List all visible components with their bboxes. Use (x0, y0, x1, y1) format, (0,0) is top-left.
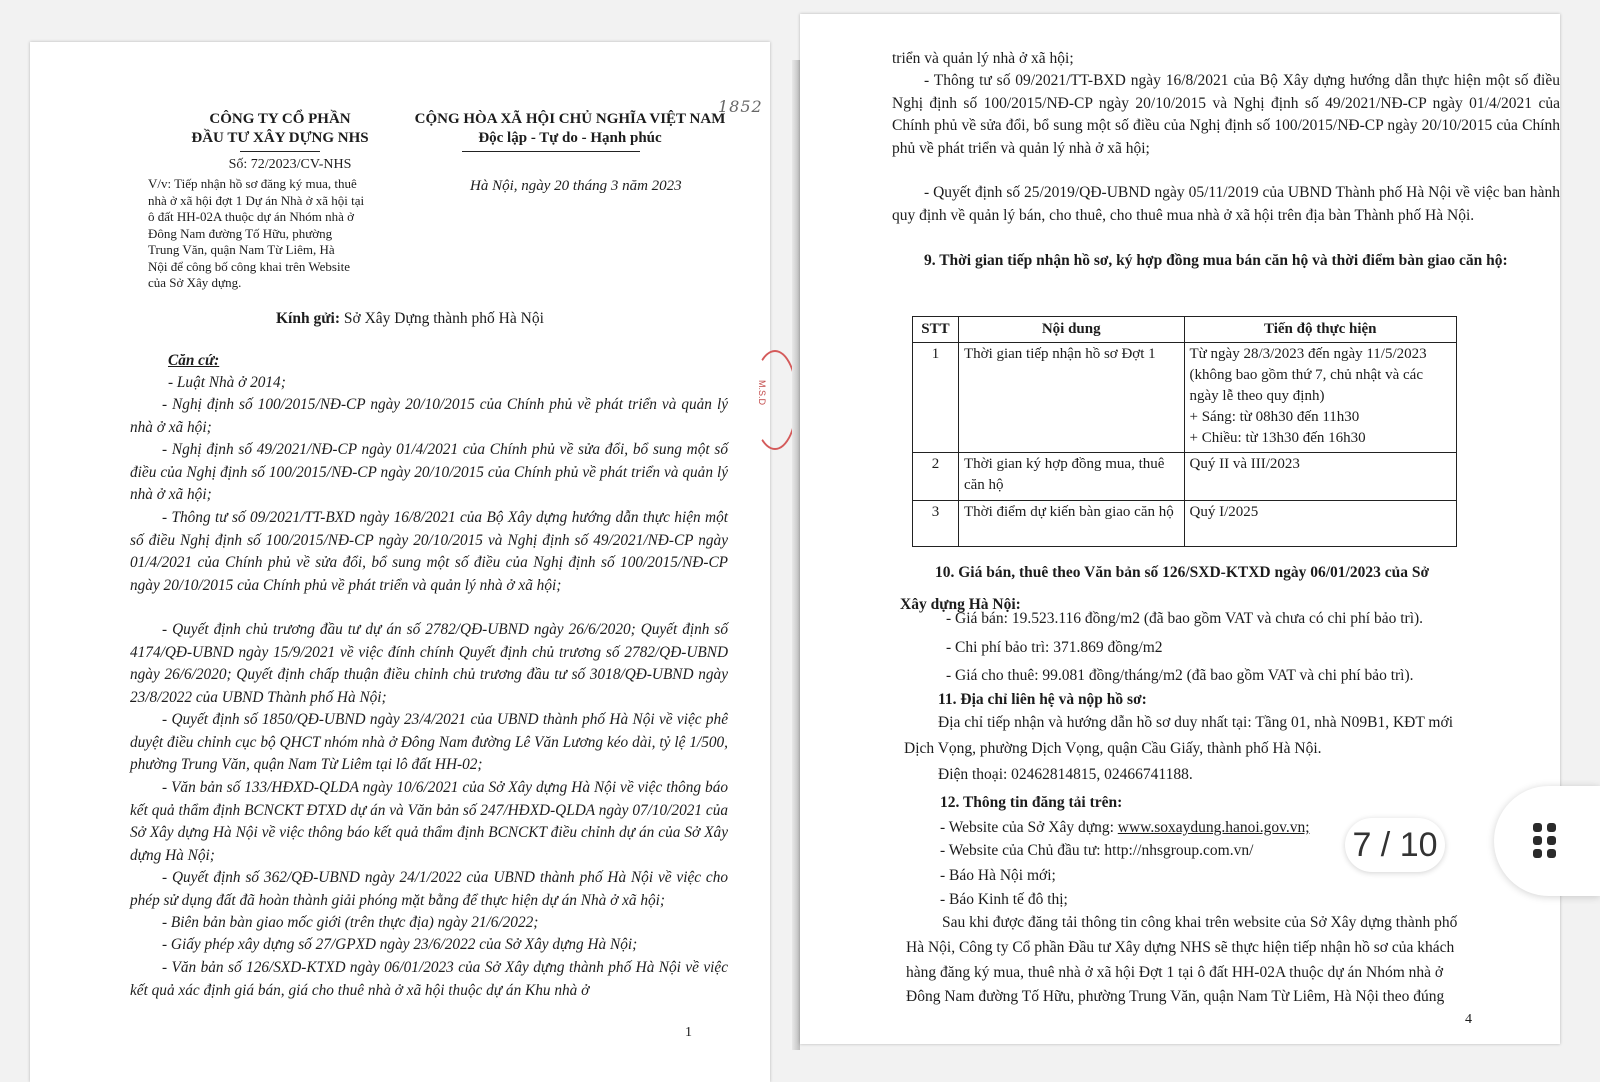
subject-line: Đông Nam đường Tố Hữu, phường (148, 225, 333, 241)
document-number: Số: 72/2023/CV-NHS (228, 157, 352, 172)
table-row (913, 343, 1457, 453)
price-maintenance: - Chi phí bảo trì: 371.869 đồng/m2 (946, 639, 1163, 656)
table-cell-progress: Quý II và III/2023 (1184, 453, 1457, 501)
ministry-website-link[interactable]: www.soxaydung.hanoi.gov.vn; (1117, 819, 1310, 836)
recipient-name: Sở Xây Dựng thành phố Hà Nội (340, 310, 544, 327)
publication-item: - Website của Chủ đầu tư: http://nhsgroup.com.vn/ (940, 842, 1254, 859)
section-11-heading: 11. Địa chỉ liên hệ và nộp hồ sơ: (938, 691, 1147, 708)
company-underline (240, 151, 320, 152)
closing-line: Sau khi được đăng tải thông tin công khai trên website của Sở Xây dựng thành phố (942, 914, 1458, 931)
subject-line: Trung Văn, quận Nam Từ Liêm, Hà (148, 242, 335, 257)
publication-label: - Website của Sở Xây dựng: (940, 819, 1118, 836)
basis-item: - Quyết định số 1850/QĐ-UBND ngày 23/4/2021 của UBND thành phố Hà Nội về việc phê duyệt điều chỉnh cục bộ QHCT nhóm nhà ở Đông Nam đường Lê Văn Lương kéo dài, tỷ lệ 1/500, phường Trung Văn, quận Nam Từ Liêm tại lô đất HH-02; (130, 711, 728, 773)
section-10-heading: 10. Giá bán, thuê theo Văn bản số 126/SXD-KTXD ngày 06/01/2023 của Sở (935, 564, 1430, 581)
page-number: 1 (685, 1025, 692, 1040)
basis-item: - Quyết định chủ trương đầu tư dự án số 2782/QĐ-UBND ngày 26/6/2020; Quyết định số 4174/QĐ-UBND ngày 15/9/2021 về việc đính chính Quyết định chủ trương số 2782/QĐ-UBND ngày 26/6/2020; Quyết định chấp thuận điều chỉnh chủ trương đầu tư số 3018/QĐ-UBND ngày 23/8/2022 của UBND Thành phố Hà Nội; (130, 621, 728, 706)
document-page-right (800, 14, 1560, 1044)
motto-underline (462, 151, 640, 152)
table-cell-progress (1184, 343, 1457, 453)
basis-paragraph: - Quyết định số 25/2019/QĐ-UBND ngày 05/11/2019 của UBND Thành phố Hà Nội về việc ban hành quy định về quản lý bán, cho thuê, cho thuê mua nhà ở xã hội trên địa bàn Thành phố Hà Nội. (892, 184, 1560, 224)
continuation-line: triển và quản lý nhà ở xã hội; (892, 50, 1074, 67)
table-row (913, 453, 1457, 501)
page-grid-button[interactable] (1494, 786, 1600, 896)
publication-item: - Báo Kinh tế đô thị; (940, 891, 1068, 908)
handwritten-mark: 1852 (718, 97, 763, 116)
basis-item: - Văn bản số 126/SXD-KTXD ngày 06/01/2023 của Sở Xây dựng thành phố Hà Nội về việc kết quả xác định giá bán, giá cho thuê nhà ở xã hội thuộc dự án Khu nhà ở (130, 959, 728, 999)
table-header: Nội dung (958, 317, 1184, 343)
basis-item: - Văn bản số 133/HĐXD-QLDA ngày 10/6/2021 của Sở Xây dựng Hà Nội về việc thông báo kết quả thẩm định BCNCKT ĐTXD dự án và Văn bản số 247/HĐXD-QLDA ngày 07/10/2021 của Sở Xây dựng Hà Nội về việc thông báo kết quả thẩm định BCNCKT điều chỉnh dự án của Sở Xây dựng Hà Nội; (130, 779, 728, 864)
address-line: Địa chỉ tiếp nhận và hướng dẫn hồ sơ duy nhất tại: Tầng 01, nhà N09B1, KĐT mới (938, 714, 1453, 731)
subject-line: V/v: Tiếp nhận hồ sơ đăng ký mua, thuê (148, 176, 357, 191)
subject-line: ô đất HH-02A thuộc dự án Nhóm nhà ở (148, 209, 355, 224)
subject-block (148, 176, 408, 292)
progress-line: + Chiều: từ 13h30 đến 16h30 (1189, 430, 1366, 446)
table-cell-content: Thời gian ký hợp đồng mua, thuê căn hộ (958, 453, 1184, 501)
table-cell-progress: Quý I/2025 (1184, 501, 1457, 547)
recipient-label: Kính gửi: (276, 310, 340, 327)
recipient-line (276, 310, 544, 328)
price-sale: - Giá bán: 19.523.116 đồng/m2 (đã bao gồm VAT và chưa có chi phí bảo trì). (946, 610, 1424, 627)
closing-line: Hà Nội, Công ty Cổ phần Đầu tư Xây dựng NHS sẽ thực hiện tiếp nhận hồ sơ của khách (906, 939, 1455, 956)
basis-item: - Nghị định số 49/2021/NĐ-CP ngày 01/4/2021 của Chính phủ về sửa đổi, bổ sung một số điều của Nghị định số 100/2015/NĐ-CP ngày 20/10/2015 của Chính phủ về phát triển và quản lý nhà ở xã hội; (130, 441, 728, 503)
section-10-heading-cont: Xây dựng Hà Nội: (900, 596, 1021, 613)
table-cell-content: Thời điểm dự kiến bàn giao căn hộ (958, 501, 1184, 547)
closing-line: hàng đăng ký mua, thuê nhà ở xã hội Đợt 1 tại ô đất HH-02A thuộc dự án Nhóm nhà ở (906, 964, 1444, 981)
page-number: 4 (1465, 1012, 1472, 1027)
address-line: Dịch Vọng, phường Dịch Vọng, quận Cầu Giấy, thành phố Hà Nội. (904, 740, 1322, 757)
basis-item: - Giấy phép xây dựng số 27/GPXD ngày 23/6/2022 của Sở Xây dựng Hà Nội; (162, 936, 638, 953)
phone-line: Điện thoại: 02462814815, 02466741188. (938, 766, 1193, 783)
national-motto: Độc lập - Tự do - Hạnh phúc (478, 130, 662, 146)
basis-item: - Biên bản bàn giao mốc giới (trên thực địa) ngày 21/6/2022; (162, 914, 539, 931)
price-rent: - Giá cho thuê: 99.081 đồng/tháng/m2 (đã bao gồm VAT và chi phí bảo trì). (946, 667, 1414, 684)
progress-line: Từ ngày 28/3/2023 đến ngày 11/5/2023 (1189, 346, 1427, 362)
table-header-row (913, 317, 1457, 343)
stamp-text: M.S.D (757, 380, 767, 406)
subject-line: nhà ở xã hội đợt 1 Dự án Nhà ở xã hội tại (148, 192, 365, 208)
subject-line: Nội để công bố công khai trên Website (148, 258, 350, 274)
section-12-heading: 12. Thông tin đăng tải trên: (940, 794, 1123, 811)
page-binding-edge (792, 60, 800, 1050)
national-title: CỘNG HÒA XÃ HỘI CHỦ NGHĨA VIỆT NAM (414, 111, 726, 127)
progress-line: ngày lễ theo quy định) (1189, 388, 1325, 404)
basis-heading: Căn cứ: (168, 352, 220, 369)
publication-item (940, 817, 1310, 840)
basis-item: - Nghị định số 100/2015/NĐ-CP ngày 20/10/2015 của Chính phủ về phát triển và quản lý nhà ở xã hội; (130, 396, 728, 436)
schedule-table (912, 316, 1457, 547)
publication-item: - Báo Hà Nội mới; (940, 867, 1056, 884)
section-9-heading: 9. Thời gian tiếp nhận hồ sơ, ký hợp đồng mua bán căn hộ và thời điểm bàn giao căn hộ: (924, 252, 1508, 269)
table-cell-stt: 3 (913, 501, 959, 547)
progress-line: (không bao gồm thứ 7, chủ nhật và các (1189, 367, 1423, 383)
closing-line: Đông Nam đường Tố Hữu, phường Trung Văn, quận Nam Từ Liêm, Hà Nội theo đúng (906, 988, 1445, 1005)
company-name-line2: ĐẦU TƯ XÂY DỰNG NHS (191, 130, 369, 146)
table-header: STT (913, 317, 959, 343)
progress-line: + Sáng: từ 08h30 đến 11h30 (1189, 409, 1360, 425)
subject-line: của Sở Xây dựng. (148, 275, 242, 290)
company-name-line1: CÔNG TY CỔ PHẦN (209, 111, 351, 127)
document-page-left (30, 42, 770, 1082)
table-cell-stt: 2 (913, 453, 959, 501)
page-counter: 7 / 10 (1345, 818, 1445, 872)
table-cell-content: Thời gian tiếp nhận hồ sơ Đợt 1 (958, 343, 1184, 453)
document-date: Hà Nội, ngày 20 tháng 3 năm 2023 (470, 178, 682, 194)
basis-item: - Luật Nhà ở 2014; (168, 374, 286, 391)
basis-item: - Thông tư số 09/2021/TT-BXD ngày 16/8/2021 của Bộ Xây dựng hướng dẫn thực hiện một số điều Nghị định số 100/2015/NĐ-CP ngày 20/10/2015 và Nghị định số 49/2021/NĐ-CP ngày 01/4/2021 của Chính phủ về sửa đổi, bổ sung một số điều của Nghị định số 100/2015/NĐ-CP ngày 20/10/2015 của Chính phủ về phát triển và quản lý nhà ở xã hội; (130, 509, 728, 594)
table-row (913, 501, 1457, 547)
basis-paragraph: - Thông tư số 09/2021/TT-BXD ngày 16/8/2021 của Bộ Xây dựng hướng dẫn thực hiện một số điều Nghị định số 100/2015/NĐ-CP ngày 20/10/2015 và Nghị định số 49/2021/NĐ-CP ngày 01/4/2021 của Chính phủ về sửa đổi, bổ sung một số điều của Nghị định số 100/2015/NĐ-CP ngày 20/10/2015 của Chính phủ về phát triển và quản lý nhà ở xã hội; (892, 72, 1560, 157)
table-cell-stt: 1 (913, 343, 959, 453)
basis-item: - Quyết định số 362/QĐ-UBND ngày 24/1/2022 của UBND thành phố Hà Nội về việc cho phép sử dụng đất đã hoàn thành giải phóng mặt bằng để thực hiện dự án Nhà ở xã hội; (130, 869, 728, 909)
table-header: Tiến độ thực hiện (1184, 317, 1457, 343)
